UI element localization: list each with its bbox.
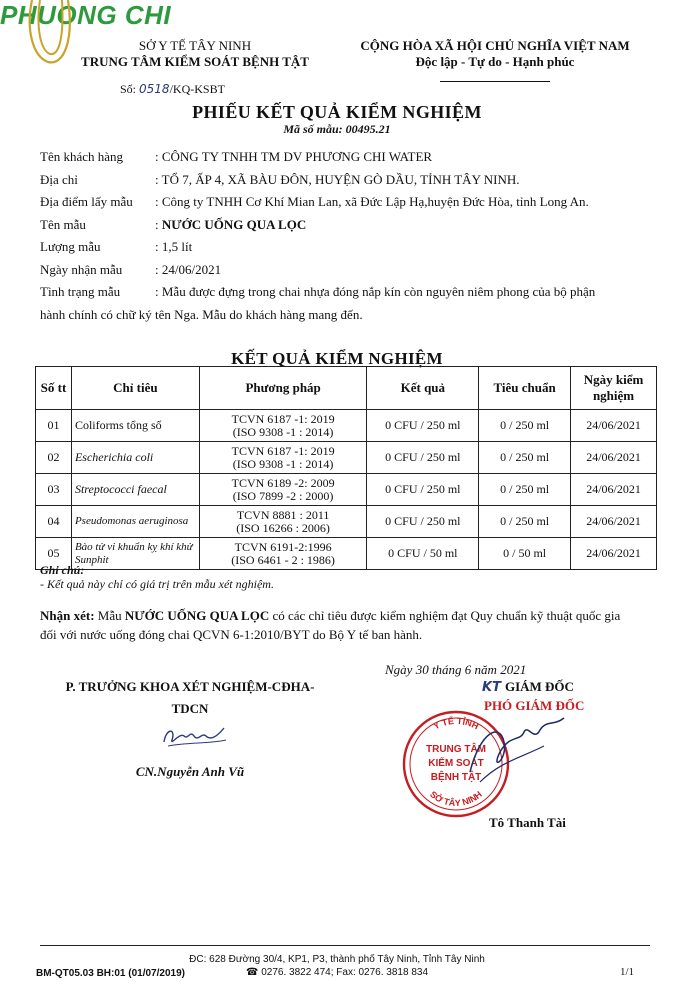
cell-result: 0 CFU / 250 ml xyxy=(367,410,479,442)
col-header-method: Phương pháp xyxy=(199,367,367,410)
cell-date: 24/06/2021 xyxy=(571,506,657,538)
stamp-line3: BỆNH TẬT xyxy=(430,772,482,783)
col-header-no: Số tt xyxy=(36,367,72,410)
method-line2: (ISO 7899 -2 : 2000) xyxy=(232,488,334,503)
location-value: : Công ty TNHH Cơ Khí Mian Lan, xã Đức Lập Hạ,huyện Đức Hòa, tỉnh Long An. xyxy=(155,194,589,210)
cell-no: 03 xyxy=(36,474,72,506)
sample-info xyxy=(40,146,660,326)
signing-date: Ngày 30 tháng 6 năm 2021 xyxy=(385,662,527,677)
left-signatory-name: CN.Nguyễn Anh Vũ xyxy=(135,764,245,779)
status-label: Tình trạng mẫu xyxy=(40,284,121,300)
center-name: TRUNG TÂM KIỂM SOÁT BỆNH TẬT xyxy=(81,54,309,69)
status-value: : Mẫu được đựng trong chai nhựa đóng nắp kín còn nguyên niêm phong của bộ phận xyxy=(155,284,596,300)
kt-mark: KT xyxy=(482,680,501,695)
left-signatory-title xyxy=(40,676,340,720)
director-title xyxy=(482,679,574,695)
stamp-top-text: Y TẾ TỈNH xyxy=(431,715,481,732)
form-code: BM-QT05.03 BH:01 (01/07/2019) xyxy=(36,968,185,979)
footer-address: ĐC: 628 Đường 30/4, KP1, P3, thành phố Tây Ninh, Tỉnh Tây Ninh xyxy=(189,954,485,965)
cell-method xyxy=(199,506,367,538)
remark-label: Nhận xét: xyxy=(40,608,95,623)
footer-phone: ☎ 0276. 3822 474; Fax: 0276. 3818 834 xyxy=(245,967,429,978)
remark-sample: NƯỚC UỐNG QUA LỌC xyxy=(124,608,270,623)
method-line1: TCVN 6187 -1: 2019 xyxy=(231,443,335,458)
left-title-line2: TDCN xyxy=(171,701,209,716)
cell-method xyxy=(199,538,367,570)
cell-standard: 0 / 50 ml xyxy=(479,538,571,570)
national-header xyxy=(330,38,660,86)
doc-prefix: Số: xyxy=(120,82,137,96)
table-row xyxy=(36,506,657,538)
qty-value: : 1,5 lít xyxy=(155,239,193,255)
col-header-test-date: Ngày kiểm nghiệm xyxy=(571,367,657,410)
status-continued: hành chính có chữ ký tên Nga. Mẫu do khách hàng mang đến. xyxy=(40,306,363,322)
sample-colon: : xyxy=(155,216,162,232)
cell-standard: 0 / 250 ml xyxy=(479,474,571,506)
info-row-qty xyxy=(40,236,660,259)
director-name: Tô Thanh Tài xyxy=(489,815,566,830)
cell-method xyxy=(199,410,367,442)
info-row-date xyxy=(40,259,660,282)
info-row-location xyxy=(40,191,660,214)
customer-label: Tên khách hàng xyxy=(40,149,124,165)
handwritten-signature-left xyxy=(160,722,230,750)
method-line2: (ISO 6461 - 2 : 1986) xyxy=(231,552,335,567)
cell-no: 04 xyxy=(36,506,72,538)
table-row xyxy=(36,538,657,570)
received-date-label: Ngày nhận mẫu xyxy=(40,261,123,277)
cell-standard: 0 / 250 ml xyxy=(479,506,571,538)
cell-date: 24/06/2021 xyxy=(571,410,657,442)
table-row xyxy=(36,474,657,506)
cell-param: Streptococci faecal xyxy=(71,474,199,506)
table-row xyxy=(36,410,657,442)
method-line1: TCVN 8881 : 2011 xyxy=(236,507,330,522)
cell-method xyxy=(199,442,367,474)
results-table xyxy=(35,366,657,570)
customer-value: : CÔNG TY TNHH TM DV PHƯƠNG CHI WATER xyxy=(155,149,433,165)
cell-param: Coliforms tổng số xyxy=(71,410,199,442)
cell-standard: 0 / 250 ml xyxy=(479,442,571,474)
table-header-row xyxy=(36,367,657,410)
remark xyxy=(40,606,640,644)
watermark-logo: PHUONG CHI xyxy=(0,0,172,30)
info-row-address xyxy=(40,169,660,192)
cell-date: 24/06/2021 xyxy=(571,538,657,570)
sample-value xyxy=(155,217,660,233)
cell-date: 24/06/2021 xyxy=(571,474,657,506)
cell-result: 0 CFU / 250 ml xyxy=(367,474,479,506)
method-line1: TCVN 6189 -2: 2009 xyxy=(231,475,335,490)
ministry-name: SỞ Y TẾ TÂY NINH xyxy=(138,38,252,53)
left-title-line1: P. TRƯỞNG KHOA XÉT NGHIỆM-CĐHA- xyxy=(65,679,315,694)
sample-code: Mã số mẫu: 00495.21 xyxy=(283,122,391,136)
remark-pre: Mẫu xyxy=(94,608,125,623)
notes-label: Ghi chú: xyxy=(40,563,85,577)
document-number xyxy=(120,82,225,97)
doc-suffix: /KQ-KSBT xyxy=(169,82,225,96)
cell-result: 0 CFU / 250 ml xyxy=(367,506,479,538)
cell-param: Pseudomonas aeruginosa xyxy=(71,506,199,538)
doc-number-handwritten: 0518 xyxy=(139,82,170,96)
stamp-line1: TRUNG TÂM xyxy=(426,744,486,755)
method-line2: (ISO 9308 -1 : 2014) xyxy=(232,456,334,471)
method-line1: TCVN 6191-2:1996 xyxy=(234,539,332,554)
address-label: Địa chỉ xyxy=(40,171,78,187)
sample-name: NƯỚC UỐNG QUA LỌC xyxy=(161,216,307,232)
col-header-standard: Tiêu chuẩn xyxy=(479,367,571,410)
cell-result: 0 CFU / 250 ml xyxy=(367,442,479,474)
method-line2: (ISO 16266 : 2006) xyxy=(236,520,330,535)
info-row-customer xyxy=(40,146,660,169)
notes-text: - Kết quả này chỉ có giá trị trên mẫu xét nghiệm. xyxy=(40,577,274,591)
method-line2: (ISO 9308 -1 : 2014) xyxy=(232,424,334,439)
qty-label: Lượng mẫu xyxy=(40,239,101,255)
cell-no: 01 xyxy=(36,410,72,442)
cell-method xyxy=(199,474,367,506)
country-name: CỘNG HÒA XÃ HỘI CHỦ NGHĨA VIỆT NAM xyxy=(360,38,630,53)
received-date-value: : 24/06/2021 xyxy=(155,261,222,277)
table-row xyxy=(36,442,657,474)
method-line1: TCVN 6187 -1: 2019 xyxy=(231,411,335,426)
results-title: KẾT QUẢ KIỂM NGHIỆM xyxy=(231,349,443,368)
footer-divider xyxy=(40,945,650,946)
cell-date: 24/06/2021 xyxy=(571,442,657,474)
info-row-sample xyxy=(40,214,660,237)
document-title: PHIẾU KẾT QUẢ KIỂM NGHIỆM xyxy=(192,102,482,122)
sample-label: Tên mẫu xyxy=(40,216,86,232)
col-header-result: Kết quả xyxy=(367,367,479,410)
info-row-status xyxy=(40,281,660,304)
handwritten-signature-right xyxy=(460,712,570,792)
remark-text: có các chỉ tiêu được kiểm nghiệm đạt Quy chuẩn kỹ thuật quốc gia đối với nước uống đóng chai QCVN 6-1:2010/BYT do Bộ Y tế ban hành. xyxy=(40,608,621,642)
address-value: : TỔ 7, ẤP 4, XÃ BÀU ĐÔN, HUYỆN GÒ DẦU, TỈNH TÂY NINH. xyxy=(155,171,520,187)
cell-no: 05 xyxy=(36,538,72,570)
motto-underline xyxy=(440,81,550,82)
stamp-bottom-text: SỞ TÂY NINH xyxy=(428,789,484,809)
stamp-line2: KIỂM SOÁT xyxy=(428,758,484,769)
deputy-director-title: PHÓ GIÁM ĐỐC xyxy=(484,698,585,713)
cell-standard: 0 / 250 ml xyxy=(479,410,571,442)
col-header-param: Chỉ tiêu xyxy=(71,367,199,410)
director-label: GIÁM ĐỐC xyxy=(504,679,574,694)
cell-param: Escherichia coli xyxy=(71,442,199,474)
cell-result: 0 CFU / 50 ml xyxy=(367,538,479,570)
location-label: Địa điểm lấy mẫu xyxy=(40,194,133,210)
page-number: 1/1 xyxy=(620,966,635,978)
issuer-header xyxy=(60,38,330,70)
cell-param: Bào tử vi khuẩn kỵ khí khử Sunphit xyxy=(71,538,199,570)
cell-no: 02 xyxy=(36,442,72,474)
motto: Độc lập - Tự do - Hạnh phúc xyxy=(415,54,575,69)
